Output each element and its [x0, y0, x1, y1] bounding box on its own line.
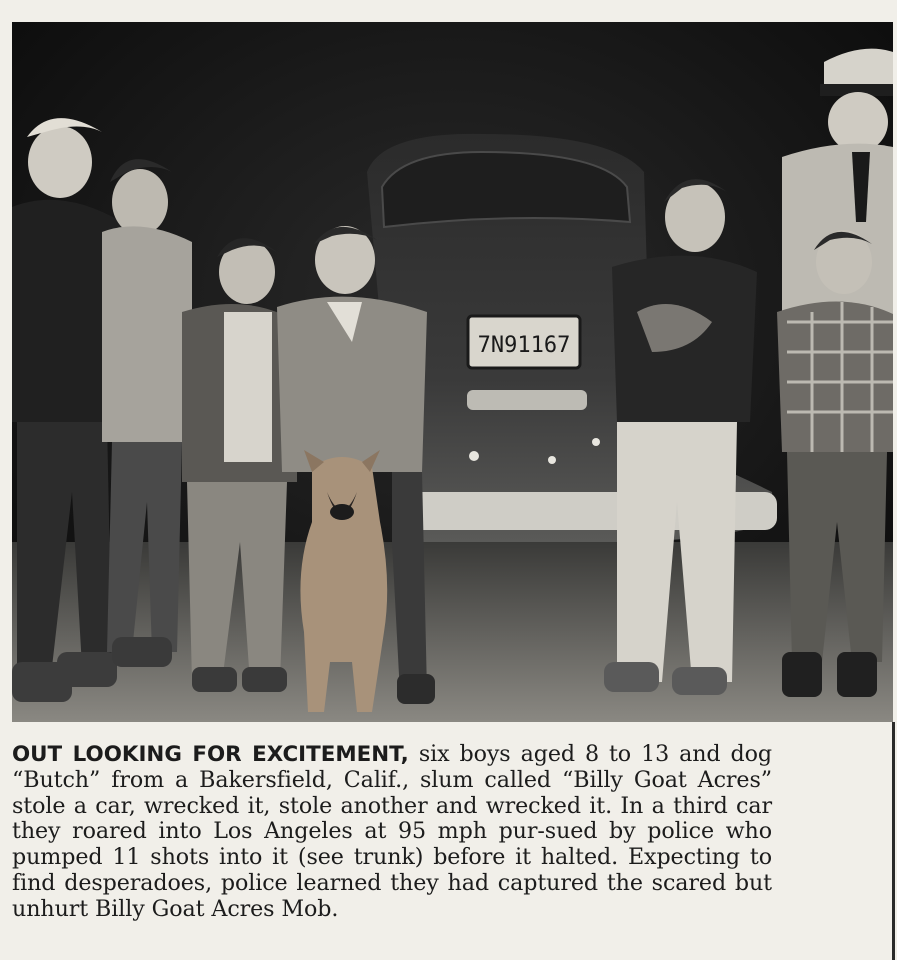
bullet-hole: [469, 451, 479, 461]
photo-caption: [12, 742, 772, 923]
license-plate: [468, 316, 580, 368]
caption-body: six boys aged 8 to 13 and dog “Butch” from a Bakersfield, Calif., slum called “Billy Goat Acres” stole a car, wrecked it, stole another and wrecked it. In a third car they roared into Los Angeles at 95 mph pur-sued by police who pumped 11 shots into it (see trunk) before it halted. Expecting to find desperadoes, police learned they had captured the scared but unhurt Billy Goat Acres Mob.: [12, 741, 772, 922]
ground: [12, 542, 893, 722]
trunk-handle: [467, 390, 587, 410]
column-rule: [892, 722, 895, 960]
news-photo: [12, 22, 893, 722]
photo-illustration: [12, 22, 893, 722]
bullet-hole: [548, 456, 556, 464]
caption-lead: OUT LOOKING FOR EXCITEMENT,: [12, 742, 409, 767]
license-plate-number: 7N91167: [477, 333, 571, 358]
bullet-hole: [592, 438, 600, 446]
